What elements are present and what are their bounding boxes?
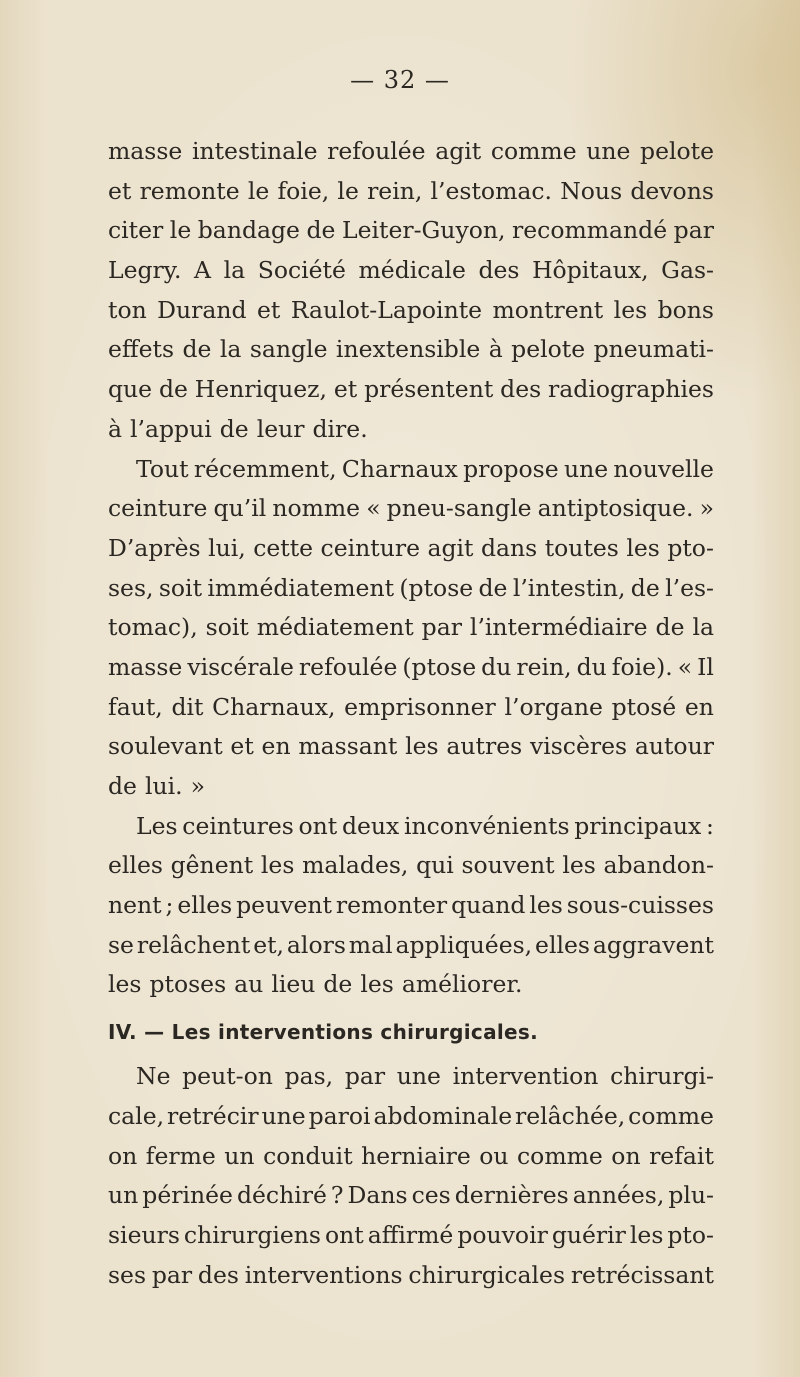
text-line: ceinture qu’il nomme « pneu-sangle antiptosique. » [108,494,714,523]
text-line: effets de la sangle inextensible à pelote pneumati- [108,335,714,364]
text-line: ses, soit immédiatement (ptose de l’intestin, de l’es- [108,573,714,602]
text-line: un périnée déchiré ? Dans ces dernières années, plu- [108,1181,714,1210]
text-line: masse viscérale refoulée (ptose du rein, du foie). « Il [108,652,714,681]
text-line: ses par des interventions chirurgicales retrécissant [108,1260,714,1289]
paragraph [108,1057,714,1295]
paragraph [108,132,714,450]
text-line: Ne peut-on pas, par une intervention chirurgi- [136,1062,714,1091]
text-line: on ferme un conduit herniaire ou comme on refait [108,1141,714,1170]
section-heading: IV. — Les interventions chirurgicales. [108,1020,538,1045]
paragraph [108,450,714,807]
text-line: de lui. » [108,772,205,800]
paragraph [108,807,714,1005]
body-text [108,132,714,1295]
text-line: Tout récemment, Charnaux propose une nouvelle [136,454,714,483]
text-line: cale, retrécir une paroi abdominale relâchée, comme [108,1101,714,1130]
text-line: les ptoses au lieu de les améliorer. [108,970,523,999]
text-line: Les ceintures ont deux inconvénients principaux : [136,811,714,840]
text-line: tomac), soit médiatement par l’intermédiaire de la [108,613,714,642]
text-line: à l’appui de leur dire. [108,414,368,443]
text-line: D’après lui, cette ceinture agit dans toutes les pto- [108,533,714,562]
text-line: citer le bandage de Leiter-Guyon, recommandé par [108,216,714,245]
text-line: soulevant et en massant les autres viscères autour [108,732,714,761]
text-line: ton Durand et Raulot-Lapointe montrent les bons [108,295,714,324]
text-line: faut, dit Charnaux, emprisonner l’organe ptosé en [108,692,714,721]
text-line: elles gênent les malades, qui souvent les abandon- [108,851,714,880]
text-line: et remonte le foie, le rein, l’estomac. Nous devons [108,176,714,205]
text-line: masse intestinale refoulée agit comme une pelote [108,137,714,165]
text-line: sieurs chirurgiens ont affirmé pouvoir guérir les pto- [108,1220,714,1249]
text-line: que de Henriquez, et présentent des radiographies [108,375,714,404]
text-line: se relâchent et, alors mal appliquées, elles aggravent [108,930,714,959]
page-number: — 32 — [350,66,450,94]
text-line: Legry. A la Société médicale des Hôpitaux, Gas- [108,256,714,285]
text-line: nent ; elles peuvent remonter quand les sous-cuisses [108,891,714,920]
